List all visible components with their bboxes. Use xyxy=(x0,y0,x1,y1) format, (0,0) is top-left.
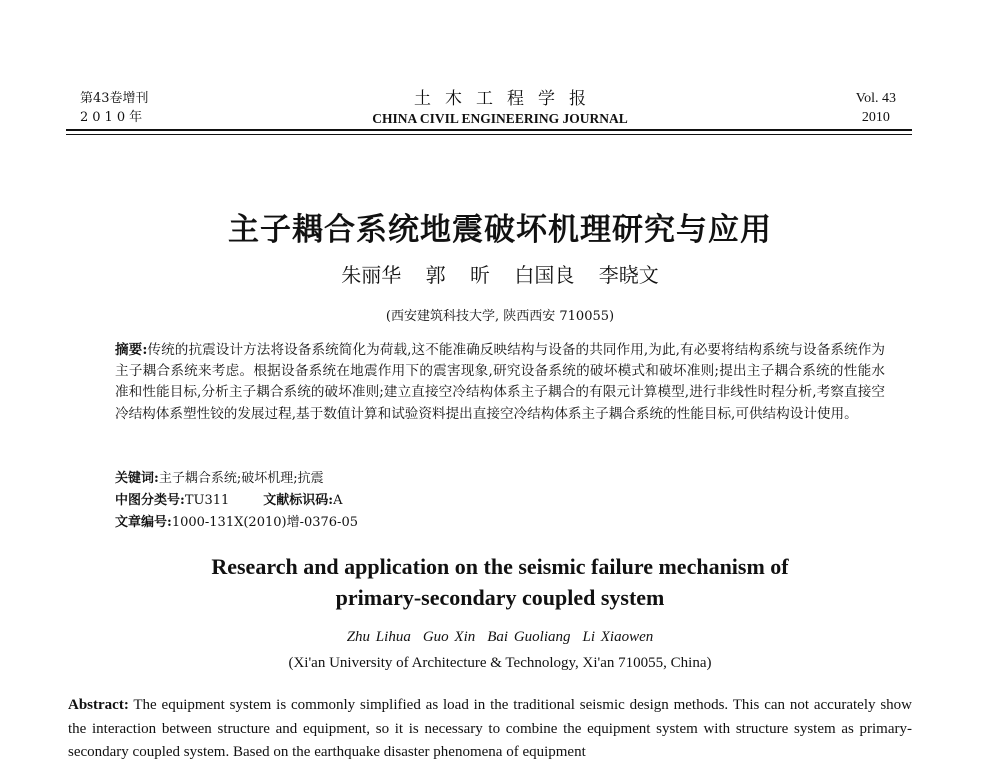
volume-info xyxy=(856,89,896,127)
author-en-3: Bai Guoliang xyxy=(487,629,571,645)
article-no-label: 文章编号: xyxy=(115,515,172,530)
author-en-4: Li Xiaowen xyxy=(582,629,654,645)
paper-title-en-line1: Research and application on the seismic failure mechanism of xyxy=(211,554,789,579)
doc-code-label: 文献标识码: xyxy=(263,493,334,508)
clc-label: 中图分类号: xyxy=(115,493,185,508)
article-number-line xyxy=(115,513,358,533)
authors-en xyxy=(0,629,1000,646)
keywords-text-cn: 主子耦合系统;破坏机理;抗震 xyxy=(158,471,324,486)
authors-cn: 朱丽华 郭 昕 白国良 李晓文 xyxy=(341,263,659,287)
header-rule-thin xyxy=(66,134,912,135)
journal-name-cn: 土木工程学报 xyxy=(414,89,600,109)
doc-code-value: A xyxy=(333,493,343,508)
classification-line xyxy=(115,491,342,511)
abstract-text-cn: 传统的抗震设计方法将设备系统简化为荷载,这不能准确反映结构与设备的共同作用,为此,有必要将结构系统与设备系统作为主子耦合系统来考虑。根据设备系统在地震作用下的震害现象,研究设备系统的破坏模式和破坏准则;提出主子耦合系统的性能水准和性能目标,分析主子耦合系统的破坏准则;建立直接空冷结构体系主子耦合的有限元计算模型,进行非线性时程分析,考察直接空冷结构体系塑性铰的发展过程,基于数值计算和试验资料提出直接空冷结构体系主子耦合系统的性能目标,可供结构设计使用。 xyxy=(115,342,885,422)
author-en-1: Zhu Lihua xyxy=(346,629,411,645)
keywords-label-cn: 关键词: xyxy=(115,471,159,486)
abstract-cn xyxy=(115,340,885,425)
volume-year: 2010 xyxy=(861,110,890,125)
article-no-value: 1000-131X(2010)增-0376-05 xyxy=(171,515,358,530)
abstract-label-cn: 摘要: xyxy=(115,342,148,358)
issue-year: 2010年 xyxy=(80,110,147,125)
author-en-2: Guo Xin xyxy=(422,629,476,645)
abstract-en xyxy=(68,694,912,765)
abstract-text-en: The equipment system is commonly simplified as load in the traditional seismic design methods. This can not accurately show the interaction between structure and equipment, so it is necessary to combine the equipment system with structure system as primary-secondary coupled system. Based on the earthquake disaster phenomena of equipment xyxy=(68,697,912,760)
issue-number: 第43卷增刊 xyxy=(80,91,149,106)
volume-number: Vol. 43 xyxy=(855,91,896,106)
affiliation-en: (Xi'an University of Architecture & Technology, Xi'an 710055, China) xyxy=(288,655,712,671)
abstract-label-en: Abstract: xyxy=(68,697,129,713)
journal-name xyxy=(0,89,1000,128)
keywords-cn xyxy=(115,469,324,489)
paper-title-en xyxy=(0,551,1000,613)
paper-title-cn: 主子耦合系统地震破坏机理研究与应用 xyxy=(228,212,772,248)
header-rule-thick xyxy=(66,129,912,131)
affiliation-cn: (西安建筑科技大学, 陕西西安 710055) xyxy=(385,309,615,324)
clc-value: TU311 xyxy=(184,493,230,508)
paper-title-en-line2: primary-secondary coupled system xyxy=(335,585,665,610)
journal-name-en: CHINA CIVIL ENGINEERING JOURNAL xyxy=(372,111,628,126)
